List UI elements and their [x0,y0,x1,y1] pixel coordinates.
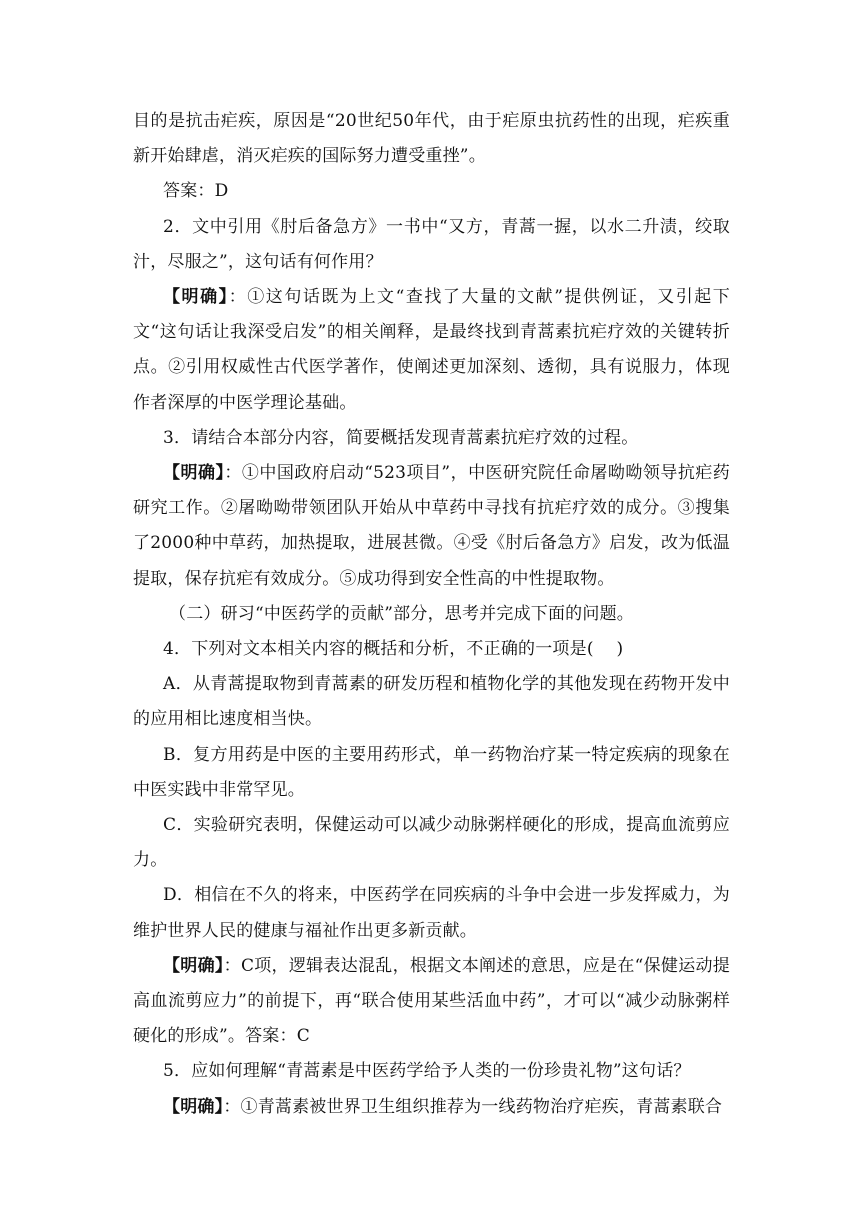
paragraph-text: 目的是抗击疟疾，原因是“20世纪50年代，由于疟原虫抗药性的出现，疟疾重新开始肆虐，消灭疟疾的国际努力遭受重挫”。 [133,111,730,167]
clarify-label: 【明确】 [163,287,229,308]
answer-explanation-5 [133,1090,730,1125]
answer-explanation-4 [133,949,730,1055]
question-4 [133,632,730,667]
answer-explanation-2 [133,280,730,421]
paragraph-text: C．实验研究表明，保健运动可以减少动脉粥样硬化的形成，提高血流剪应力。 [133,815,730,871]
option-c [133,808,730,878]
paragraph-text: A．从青蒿提取物到青蒿素的研发历程和植物化学的其他发现在药物开发中的应用相比速度相当快。 [133,674,730,730]
clarify-label: 【明确】 [163,955,224,976]
paragraph-text: 4．下列对文本相关内容的概括和分析，不正确的一项是( ) [163,639,624,660]
paragraph-text: 3．请结合本部分内容，简要概括发现青蒿素抗疟疗效的过程。 [163,427,639,448]
paragraph-text: D．相信在不久的将来，中医药学在同疾病的斗争中会进一步发挥威力，为维护世界人民的健康与福祉作出更多新贡献。 [133,885,730,941]
clarify-label: 【明确】 [163,463,225,484]
document-body [133,104,730,1125]
section-heading-2 [133,597,730,632]
question-2 [133,210,730,280]
paragraph-text: ：①这句话既为上文“查找了大量的文献”提供例证，又引起下文“这句话让我深受启发”的相关阐释，是最终找到青蒿素抗疟疗效的关键转折点。②引用权威性古代医学著作，使阐述更加深刻、透彻，具有说服力，体现作者深厚的中医学理论基础。 [133,287,730,413]
option-a [133,667,730,737]
option-b [133,738,730,808]
paragraph-text: ：①中国政府启动“523项目”，中医研究院任命屠呦呦领导抗疟药研究工作。②屠呦呦带领团队开始从中草药中寻找有抗疟疗效的成分。③搜集了2000种中草药，加热提取，进展甚微。④受《肘后备急方》启发，改为低温提取，保存抗疟有效成分。⑤成功得到安全性高的中性提取物。 [133,463,730,589]
paragraph-text: 答案：D [163,181,229,202]
paragraph-text: 5．应如何理解“青蒿素是中医药学给予人类的一份珍贵礼物”这句话？ [163,1061,691,1082]
paragraph-text: （二）研习“中医药学的贡献”部分，思考并完成下面的问题。 [169,603,634,624]
paragraph-text: ：①青蒿素被世界卫生组织推荐为一线药物治疗疟疾，青蒿素联合 [223,1096,723,1117]
paragraph-text: 2．文中引用《肘后备急方》一书中“又方，青蒿一握，以水二升渍，绞取汁，尽服之”，这句话有何作用？ [133,216,730,272]
paragraph-text: ：C项，逻辑表达混乱，根据文本阐述的意思，应是在“保健运动提高血流剪应力”的前提下，再“联合使用某些活血中药”，才可以“减少动脉粥样硬化的形成”。答案：C [133,955,730,1047]
question-3 [133,421,730,456]
option-d [133,878,730,948]
answer-explanation-3 [133,456,730,597]
paragraph-intro-continuation [133,104,730,174]
question-5 [133,1054,730,1089]
answer-line [133,174,730,209]
paragraph-text: B．复方用药是中医的主要用药形式，单一药物治疗某一特定疾病的现象在中医实践中非常罕见。 [133,744,730,800]
clarify-label: 【明确】 [163,1096,224,1117]
